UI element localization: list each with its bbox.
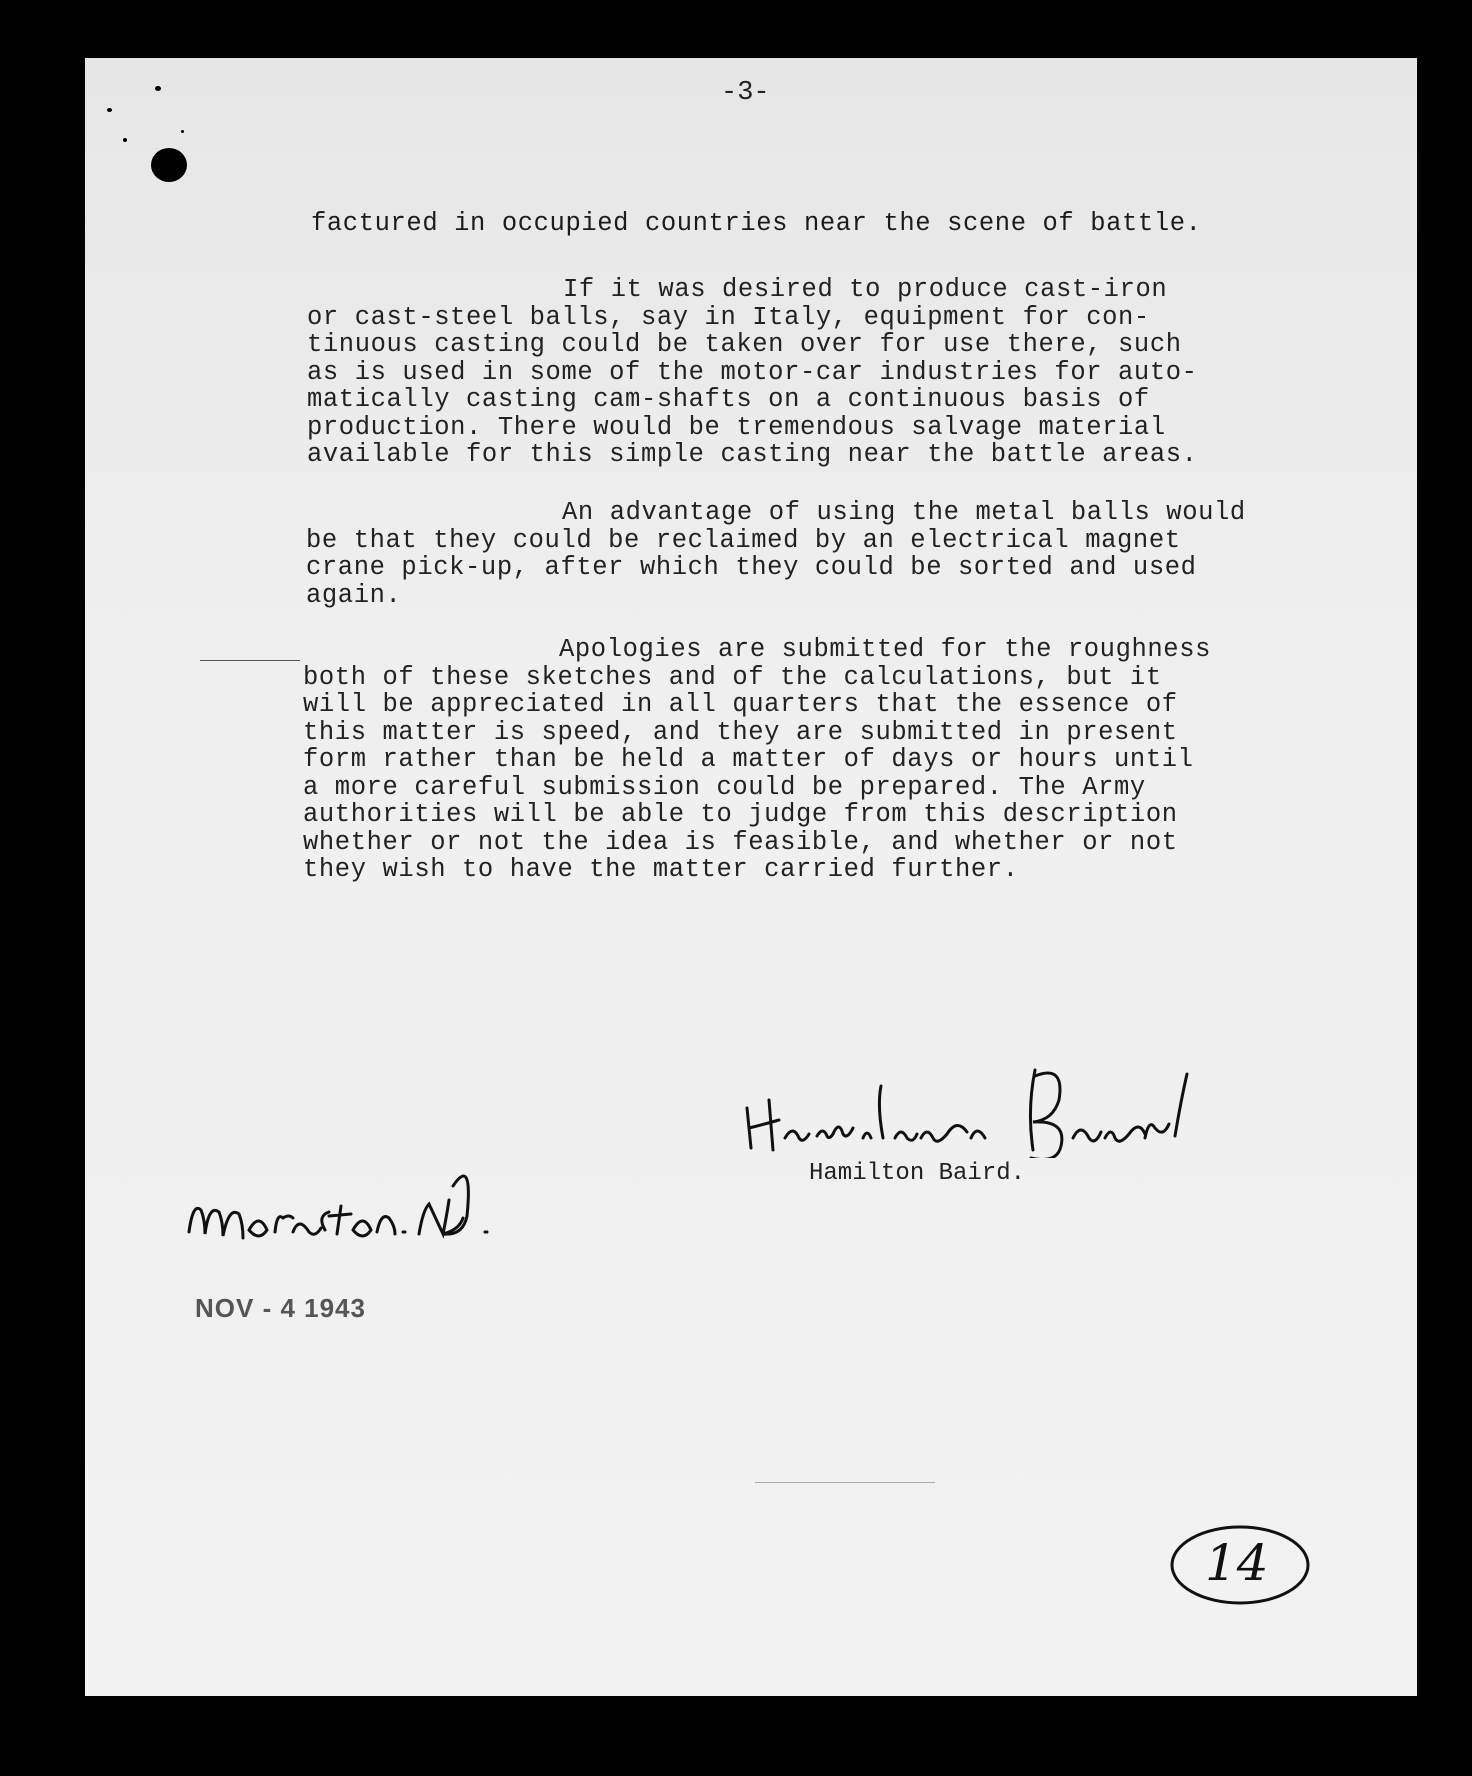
margin-line xyxy=(200,660,300,661)
ink-blot xyxy=(151,148,187,182)
handwritten-signature xyxy=(735,988,1215,1158)
folio-number: 14 xyxy=(1205,1534,1269,1592)
ink-speck xyxy=(181,130,184,133)
date-stamp: NOV - 4 1943 xyxy=(195,1293,366,1323)
ink-speck xyxy=(123,138,127,142)
paragraph-apologies: Apologies are submitted for the roughness both of these sketches and of the calculations, but it will be appreciated in all quarters that the essence of this matter is speed, and they are submitted in present form rather than be held a matter of days or hours until a more careful submission could be prepared. The Army authorities will be able to judge from this description whether or not the idea is feasible, and whether or not they wish to have the matter carried further. xyxy=(303,635,1212,884)
paragraph-metal-balls: An advantage of using the metal balls would be that they could be reclaimed by an electrical magnet crane pick-up, after which they could be sorted and used again. xyxy=(306,498,1246,610)
ink-speck xyxy=(155,86,161,91)
bottom-line xyxy=(755,1482,935,1483)
handwritten-location xyxy=(185,1136,505,1256)
typed-signature-name: Hamilton Baird. xyxy=(809,1160,1026,1187)
page-number: -3- xyxy=(721,78,770,108)
opening-line: factured in occupied countries near the scene of battle. xyxy=(311,209,1202,238)
document-page xyxy=(85,58,1417,1696)
ink-speck xyxy=(107,108,112,112)
paragraph-continuous-casting: If it was desired to produce cast-iron or cast-steel balls, say in Italy, equipment for con- tinuous casting could be taken over for use there, such as is used in some of the motor-car industries for auto- matically casting cam-shafts on a continuous basis of production. There would be tremendous salvage material available for this simple casting near the battle areas. xyxy=(307,275,1198,469)
